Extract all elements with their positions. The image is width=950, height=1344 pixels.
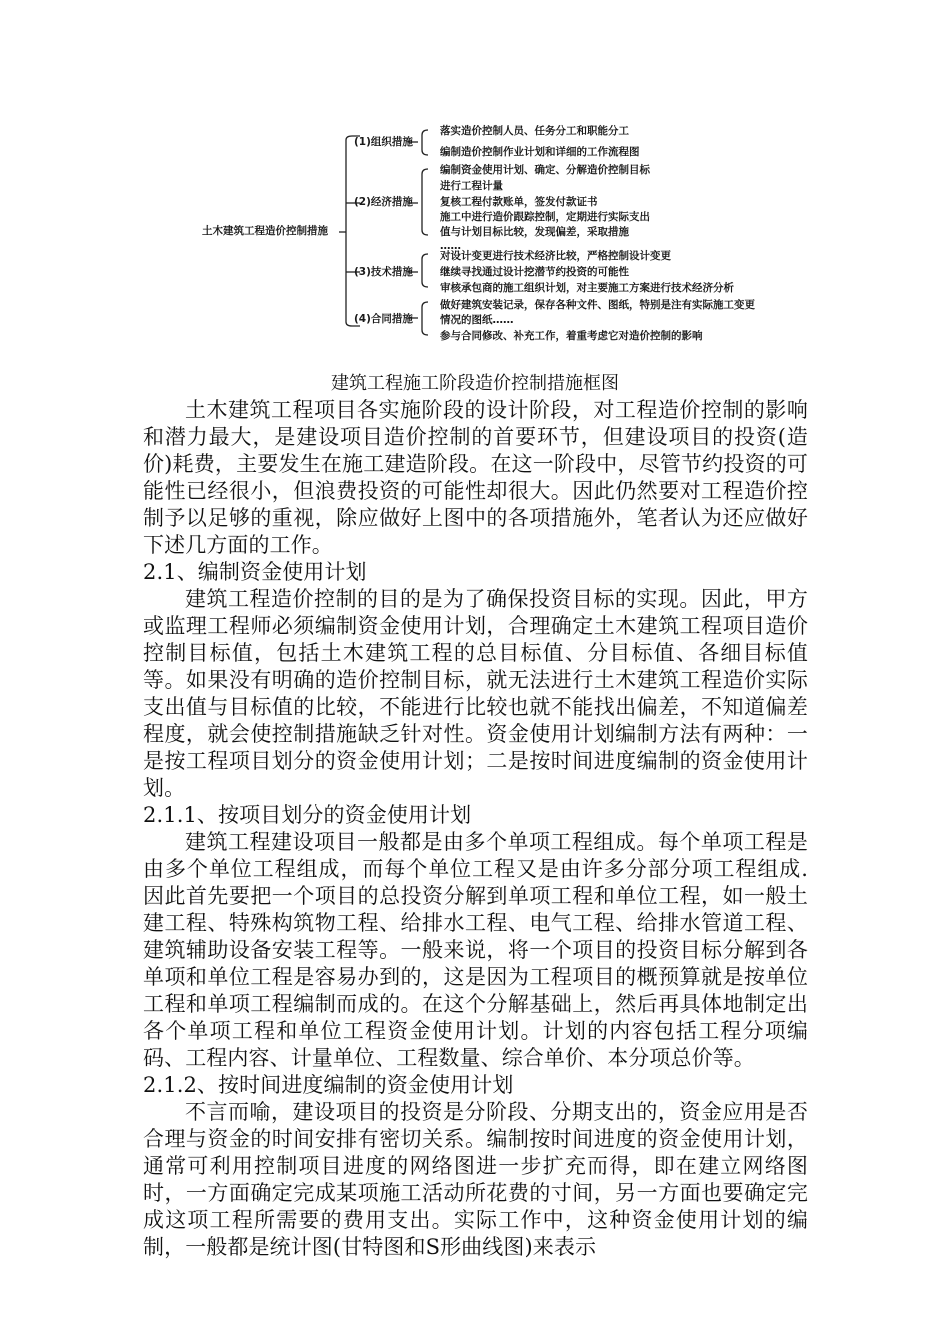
diagram-item: 参与合同修改、补充工作，着重考虑它对造价控制的影响 [440,330,703,342]
diagram-category-organization: (1)组织措施 [354,136,413,148]
diagram-item: 值与计划目标比较，发现偏差，采取措施 [440,226,629,238]
diagram-item: 进行工程计量 [440,180,503,192]
diagram-item: …… [440,240,461,252]
diagram-item: 落实造价控制人员、任务分工和职能分工 [440,125,629,137]
section-heading: 2.1.2、按时间进度编制的资金使用计划 [143,1073,514,1097]
diagram-item: 继续寻找通过设计挖潜节约投资的可能性 [440,266,629,278]
cost-control-measures-diagram [196,118,776,350]
diagram-item: 情况的图纸…… [440,314,514,326]
diagram-root-label: 土木建筑工程造价控制措施 [202,225,328,237]
document-body [143,397,808,1261]
section-heading: 2.1.1、按项目划分的资金使用计划 [143,803,472,827]
paragraph: 不言而喻，建设项目的投资是分阶段、分期支出的，资金应用是否合理与资金的时间安排有密切关系。编制按时间进度的资金使用计划，通常可利用控制项目进度的网络图进一步扩充而得，即在建立网络图时，一方面确定完成某项施工活动所花费的寸间，另一方面也要确定完成这项工程所需要的费用支出。实际工作中，这种资金使用计划的编制，一般都是统计图(甘特图和S形曲线图)来表示 [143,1100,808,1259]
section-heading: 2.1、编制资金使用计划 [143,560,367,584]
diagram-item: 编制资金使用计划、确定、分解造价控制目标 [440,164,650,176]
diagram-category-technical: (3)技术措施 [354,266,413,278]
diagram-item: 施工中进行造价跟踪控制，定期进行实际支出 [440,211,650,223]
diagram-category-contract: (4)合同措施 [354,313,413,325]
diagram-item: 对设计变更进行技术经济比较，严格控制设计变更 [440,250,671,262]
diagram-item: 复核工程付款账单，签发付款证书 [440,196,598,208]
diagram-category-economic: (2)经济措施 [354,196,413,208]
diagram-item: 审核承包商的施工组织计划，对主要施工方案进行技术经济分析 [440,282,734,294]
diagram-item: 做好建筑安装记录，保存各种文件、图纸，特别是注有实际施工变更 [440,299,755,311]
diagram-item: 编制造价控制作业计划和详细的工作流程图 [440,146,640,158]
paragraph: 建筑工程造价控制的目的是为了确保投资目标的实现。因此，甲方或监理工程师必须编制资金使用计划，合理确定土木建筑工程项目造价控制目标值，包括土木建筑工程的总目标值、分目标值、各细目标值等。如果没有明确的造价控制目标，就无法进行土木建筑工程造价实际支出值与目标值的比较，不能进行比较也就不能找出偏差，不知道偏差程度，就会使控制措施缺乏针对性。资金使用计划编制方法有两种：一是按工程项目划分的资金使用计划；二是按时间进度编制的资金使用计划。 [143,587,808,800]
paragraph: 土木建筑工程项目各实施阶段的设计阶段，对工程造价控制的影响和潜力最大，是建设项目造价控制的首要环节，但建设项目的投资(造价)耗费，主要发生在施工建造阶段。在这一阶段中，尽管节约投资的可能性已经很小，但浪费投资的可能性却很大。因此仍然要对工程造价控制予以足够的重视，除应做好上图中的各项措施外，笔者认为还应做好下述几方面的工作。 [143,398,808,557]
figure-caption: 建筑工程施工阶段造价控制措施框图 [331,373,619,394]
paragraph: 建筑工程建设项目一般都是由多个单项工程组成。每个单项工程是由多个单位工程组成，而每个单位工程又是由许多分部分项工程组成. 因此首先要把一个项目的总投资分解到单项工程和单位工程，如一般土建工程、特殊构筑物工程、给排水工程、电气工程、给排水管道工程、建筑辅助设备安装工程等。一般来说，将一个项目的投资目标分解到各单项和单位工程是容易办到的，这是因为工程项目的概预算就是按单位工程和单项工程编制而成的。在这个分解基础上，然后再具体地制定出各个单项工程和单位工程资金使用计划。计划的内容包括工程分项编码、工程内容、计量单位、工程数量、综合单价、本分项总价等。 [143,830,808,1070]
